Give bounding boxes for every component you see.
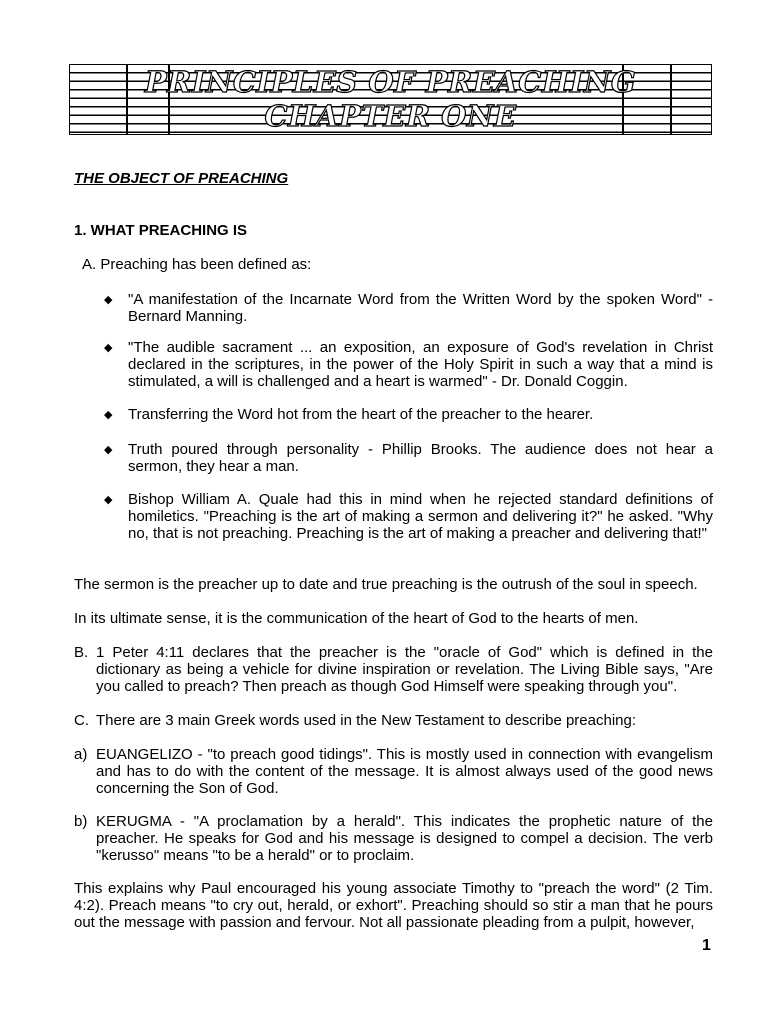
diamond-bullet-icon: ◆ xyxy=(104,444,113,456)
point-a: A. Preaching has been defined as: xyxy=(82,256,312,273)
greek-word-label: b) xyxy=(74,813,88,830)
bullet-item xyxy=(104,491,713,542)
bullet-item xyxy=(104,291,713,325)
bullet-text: Bishop William A. Quale had this in mind when he rejected standard definitions of homiletics. "Preaching is the art of making a sermon and delivering it?" he asked. "Why no, that is not preaching. Preaching is the art of making a preacher and delivering that!" xyxy=(128,491,713,542)
point-b-label: B. xyxy=(74,644,89,661)
diamond-bullet-icon: ◆ xyxy=(104,409,113,421)
section-heading: THE OBJECT OF PREACHING xyxy=(74,170,289,187)
diamond-bullet-icon: ◆ xyxy=(104,294,113,306)
chapter-title: CHAPTER ONE xyxy=(264,99,517,133)
sub-heading: 1. WHAT PREACHING IS xyxy=(74,222,248,239)
greek-word-text: EUANGELIZO - "to preach good tidings". This is mostly used in connection with evangelism and has to do with the content of the message. It is almost always used of the good news concerning the Son of God. xyxy=(96,746,713,797)
point-c-label: C. xyxy=(74,712,89,729)
closing-paragraph: This explains why Paul encouraged his young associate Timothy to "preach the word" (2 Tim. 4:2). Preach means "to cry out, herald, or exhort". Preaching should so stir a man that he pours out the message with passion and fervour. Not all passionate pleading from a pulpit, however, xyxy=(74,880,713,931)
greek-word-text: KERUGMA - "A proclamation by a herald". This indicates the prophetic nature of the preacher. He speaks for God and his message is designed to compel a decision. The verb "kerusso" means "to be a herald" or to proclaim. xyxy=(96,813,713,864)
point-c xyxy=(74,712,713,729)
title-banner xyxy=(69,64,712,135)
greek-word-item xyxy=(74,746,713,797)
paragraph: In its ultimate sense, it is the communication of the heart of God to the hearts of men. xyxy=(74,610,639,627)
point-b-text: 1 Peter 4:11 declares that the preacher is the "oracle of God" which is defined in the dictionary as being a vehicle for divine inspiration or revelation. The Living Bible says, "Are you called to preach? Then preach as though God Himself were speaking through you". xyxy=(96,644,713,695)
bullet-text: "A manifestation of the Incarnate Word from the Written Word by the spoken Word" - Bernard Manning. xyxy=(128,291,713,325)
bullet-item xyxy=(104,339,713,390)
bullet-text: Transferring the Word hot from the heart of the preacher to the hearer. xyxy=(128,406,594,423)
greek-word-item xyxy=(74,813,713,864)
page-number: 1 xyxy=(702,937,711,954)
paragraph: The sermon is the preacher up to date and true preaching is the outrush of the soul in speech. xyxy=(74,576,698,593)
diamond-bullet-icon: ◆ xyxy=(104,494,113,506)
greek-word-label: a) xyxy=(74,746,88,763)
bullet-item xyxy=(104,406,713,423)
point-c-text: There are 3 main Greek words used in the New Testament to describe preaching: xyxy=(96,712,636,729)
document-title: PRINCIPLES OF PREACHING xyxy=(144,65,637,99)
bullet-text: Truth poured through personality - Phillip Brooks. The audience does not hear a sermon, they hear a man. xyxy=(128,441,713,475)
diamond-bullet-icon: ◆ xyxy=(104,342,113,354)
bullet-item xyxy=(104,441,713,475)
bullet-text: "The audible sacrament ... an exposition, an exposure of God's revelation in Christ declared in the scriptures, in the power of the Holy Spirit in such a way that a mind is stimulated, a will is challenged and a heart is warmed" - Dr. Donald Coggin. xyxy=(128,339,713,390)
point-b xyxy=(74,644,713,695)
